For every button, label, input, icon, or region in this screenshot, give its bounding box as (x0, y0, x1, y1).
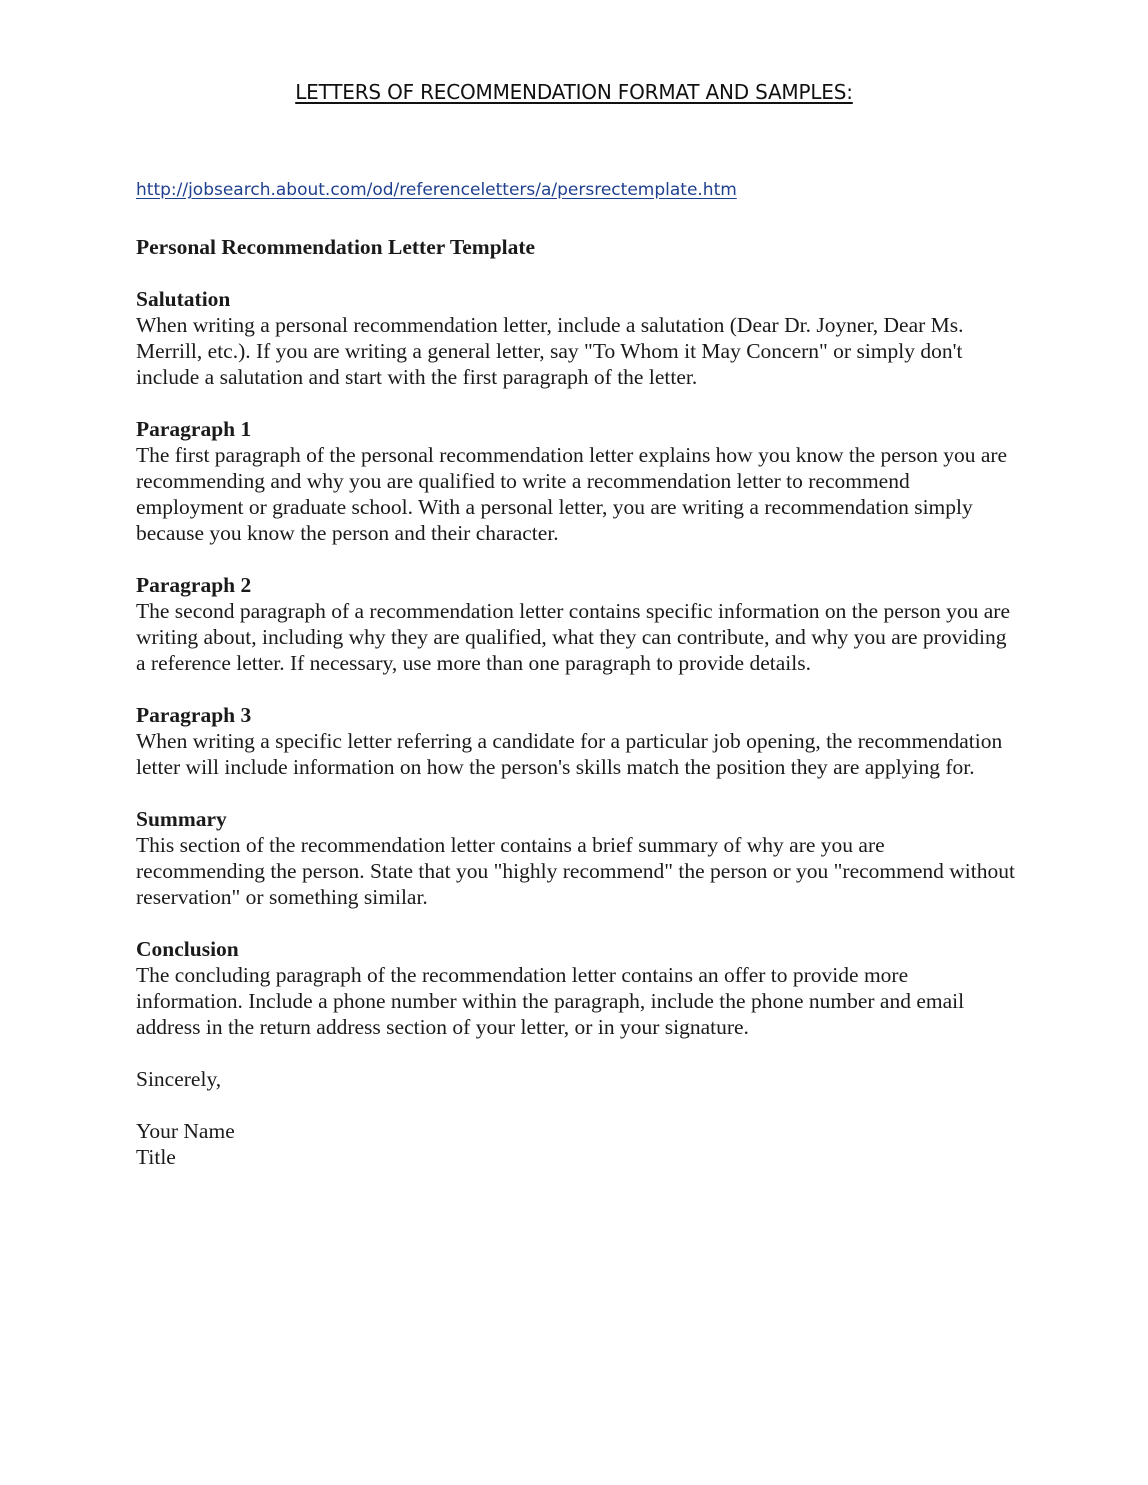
section-body: The concluding paragraph of the recommendation letter contains an offer to provide more information. Include a phone number within the paragraph, include the phone number and email address in the return address section of your letter, or in your signature. (136, 963, 965, 1039)
document-title: LETTERS OF RECOMMENDATION FORMAT AND SAMPLES: (295, 80, 853, 104)
section-heading: Summary (136, 807, 227, 831)
section-paragraph-1 (136, 416, 1016, 546)
section-paragraph-3 (136, 702, 1016, 780)
section-heading: Paragraph 1 (136, 417, 252, 441)
signature-name: Your Name (136, 1119, 235, 1143)
template-title: Personal Recommendation Letter Template (136, 235, 536, 259)
section-heading: Conclusion (136, 937, 239, 961)
section-body: When writing a personal recommendation letter, include a salutation (Dear Dr. Joyner, Dear Ms. Merrill, etc.). If you are writing a general letter, say "To Whom it May Concern" or simply don't include a salutation and start with the first paragraph of the letter. (136, 313, 964, 389)
letter-template (136, 234, 1016, 1170)
source-link[interactable]: http://jobsearch.about.com/od/referenceletters/a/persrectemplate.htm (136, 180, 737, 200)
closing: Sincerely, (136, 1067, 222, 1091)
section-body: When writing a specific letter referring a candidate for a particular job opening, the recommendation letter will include information on how the person's skills match the position they are applying for. (136, 729, 1003, 779)
section-heading: Paragraph 3 (136, 703, 252, 727)
section-paragraph-2 (136, 572, 1016, 676)
section-summary (136, 806, 1016, 910)
section-body: The first paragraph of the personal recommendation letter explains how you know the person you are recommending and why you are qualified to write a recommendation letter to recommend employment or graduate school. With a personal letter, you are writing a recommendation simply because you know the person and their character. (136, 443, 1008, 545)
section-conclusion (136, 936, 1016, 1040)
section-heading: Paragraph 2 (136, 573, 252, 597)
section-heading: Salutation (136, 287, 231, 311)
signature-title: Title (136, 1145, 176, 1169)
section-body: The second paragraph of a recommendation letter contains specific information on the person you are writing about, including why they are qualified, what they can contribute, and why you are providing a reference letter. If necessary, use more than one paragraph to provide details. (136, 599, 1011, 675)
section-salutation (136, 286, 1016, 390)
section-body: This section of the recommendation letter contains a brief summary of why are you are recommending the person. State that you "highly recommend" the person or you "recommend without reservation" or something similar. (136, 833, 1015, 909)
